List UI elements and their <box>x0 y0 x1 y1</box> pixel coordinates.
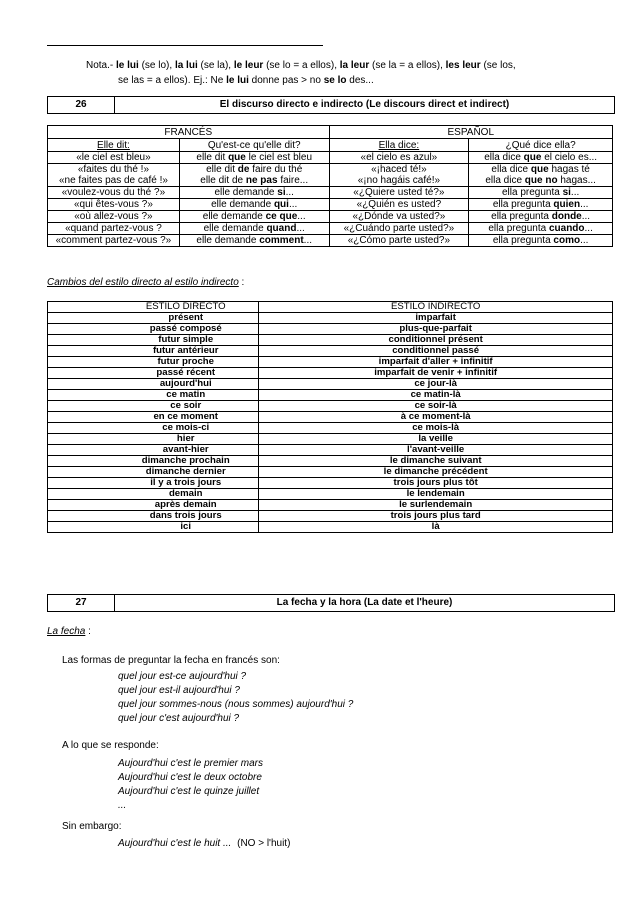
direct-cell: hier <box>113 434 259 445</box>
list-item: Aujourd'hui c'est le quinze juillet <box>118 786 260 797</box>
table-row <box>48 211 613 223</box>
blank-cell <box>48 401 114 412</box>
section-27-title: La fecha y la hora (La date et l'heure) <box>276 597 453 608</box>
table-cell: elle demande si... <box>179 187 329 199</box>
fecha-label: La fecha <box>47 626 86 637</box>
indirect-cell: l'avant-veille <box>259 445 613 456</box>
direct-cell: dimanche dernier <box>113 467 259 478</box>
table-row <box>48 500 613 511</box>
table-row <box>48 335 613 346</box>
list-item: quel jour c'est aujourd'hui ? <box>118 713 240 724</box>
direct-cell: après demain <box>113 500 259 511</box>
table-row <box>48 456 613 467</box>
subheader-2: Ella dice: <box>329 139 469 152</box>
direct-cell: ce soir <box>113 401 259 412</box>
indirect-cell: le dimanche suivant <box>259 456 613 467</box>
table-row <box>48 357 613 368</box>
table-cell: «¿Cuándo parte usted?» <box>329 223 469 235</box>
example-line <box>118 837 290 851</box>
table-row <box>48 152 613 164</box>
indirect-cell: la veille <box>259 434 613 445</box>
table-row <box>48 489 613 500</box>
indirect-cell: le lendemain <box>259 489 613 500</box>
list-item: quel jour sommes-nous (nous sommes) aujourd'hui ? <box>118 699 354 710</box>
subheader-1: Qu'est-ce qu'elle dit? <box>179 139 329 152</box>
discourse-table <box>47 125 613 247</box>
blank-cell <box>48 357 114 368</box>
blank-cell <box>48 511 114 522</box>
fecha-heading <box>47 625 91 639</box>
list-item: Aujourd'hui c'est le premier mars <box>118 758 263 769</box>
blank-cell <box>48 390 114 401</box>
table-row <box>48 199 613 211</box>
section-27-header <box>47 594 615 612</box>
table-row <box>48 401 613 412</box>
fecha-colon: : <box>88 626 91 637</box>
direct-cell: ce mois-ci <box>113 423 259 434</box>
blank-cell <box>48 423 114 434</box>
direct-cell: avant-hier <box>113 445 259 456</box>
direct-cell: futur proche <box>113 357 259 368</box>
table-cell: ella dice que el cielo es... <box>469 152 613 164</box>
table-cell: elle demande qui... <box>179 199 329 211</box>
section-27-number: 27 <box>48 595 115 611</box>
table-row <box>48 390 613 401</box>
table-row <box>48 324 613 335</box>
blank-cell <box>48 346 114 357</box>
question-list <box>118 670 353 726</box>
list-item: quel jour est-ce aujourd'hui ? <box>118 671 247 682</box>
direct-cell: ici <box>113 522 259 533</box>
indirect-cell: conditionnel présent <box>259 335 613 346</box>
indirect-cell: ce matin-là <box>259 390 613 401</box>
blank-cell <box>48 456 114 467</box>
table-cell: elle demande quand... <box>179 223 329 235</box>
table-cell: ella pregunta si... <box>469 187 613 199</box>
style-change-table <box>47 301 613 533</box>
table-cell: «voulez-vous du thé ?» <box>48 187 180 199</box>
table-row <box>48 434 613 445</box>
nota-paragraph <box>86 58 586 88</box>
table-cell: «où allez-vous ?» <box>48 211 180 223</box>
nota-line-2: se las = a ellos). Ej.: Ne le lui donne pas > no se lo des... <box>118 75 374 86</box>
table-cell: «¿Cómo parte usted?» <box>329 235 469 247</box>
nota-line-1: Nota.- le lui (se lo), la lui (se la), le leur (se lo = a ellos), la leur (se la = a ellos), les leur (se los, <box>86 60 516 71</box>
table-cell: «el cielo es azul» <box>329 152 469 164</box>
blank-cell <box>48 522 114 533</box>
table-cell: «faites du thé !» «ne faites pas de café !» <box>48 164 180 187</box>
table-row <box>48 412 613 423</box>
indirect-cell: conditionnel passé <box>259 346 613 357</box>
direct-cell: en ce moment <box>113 412 259 423</box>
indirect-cell: ce soir-là <box>259 401 613 412</box>
table-cell: «¡haced té!» «¡no hagáis café!» <box>329 164 469 187</box>
table-cell: «comment partez-vous ?» <box>48 235 180 247</box>
blank-cell <box>48 467 114 478</box>
answer-list <box>118 757 263 813</box>
table-row <box>48 313 613 324</box>
fecha-intro: Las formas de preguntar la fecha en francés son: <box>62 655 280 666</box>
indirect-cell: ce mois-là <box>259 423 613 434</box>
direct-cell: passé récent <box>113 368 259 379</box>
list-item: ... <box>118 800 127 811</box>
header-frances: FRANCÉS <box>48 126 330 139</box>
table-cell: ella pregunta quien... <box>469 199 613 211</box>
table-row <box>48 522 613 533</box>
indirect-cell: le surlendemain <box>259 500 613 511</box>
table-cell: elle demande comment... <box>179 235 329 247</box>
section-26-title: El discurso directo e indirecto (Le discours direct et indirect) <box>219 99 510 110</box>
blank-cell <box>48 324 114 335</box>
table-cell: «¿Quién es usted? <box>329 199 469 211</box>
header-espanol: ESPAÑOL <box>329 126 612 139</box>
blank-cell <box>48 335 114 346</box>
however-text: Sin embargo: <box>62 821 122 832</box>
header-indirect: ESTILO INDIRECTO <box>259 302 613 313</box>
table-row <box>48 423 613 434</box>
blank-cell <box>48 434 114 445</box>
table-row <box>48 223 613 235</box>
subheader-3: ¿Qué dice ella? <box>469 139 613 152</box>
blank-cell <box>48 500 114 511</box>
table-cell: ella dice que hagas té ella dice que no hagas... <box>469 164 613 187</box>
blank-cell <box>48 412 114 423</box>
table-cell: elle dit de faire du thé elle dit de ne pas faire... <box>179 164 329 187</box>
indirect-cell: trois jours plus tôt <box>259 478 613 489</box>
direct-cell: il y a trois jours <box>113 478 259 489</box>
indirect-cell: trois jours plus tard <box>259 511 613 522</box>
direct-cell: ce matin <box>113 390 259 401</box>
indirect-cell: imparfait <box>259 313 613 324</box>
table-cell: ella pregunta donde... <box>469 211 613 223</box>
header-direct: ESTILO DIRECTO <box>113 302 259 313</box>
table-cell: elle dit que le ciel est bleu <box>179 152 329 164</box>
cambios-colon: : <box>241 277 245 288</box>
direct-cell: aujourd'hui <box>113 379 259 390</box>
subheader-0: Elle dit: <box>48 139 180 152</box>
direct-cell: dimanche prochain <box>113 456 259 467</box>
table-cell: «quand partez-vous ? <box>48 223 180 235</box>
example-note: (NO > l'huit) <box>237 838 291 849</box>
table-row <box>48 379 613 390</box>
indirect-cell: le dimanche précédent <box>259 467 613 478</box>
example-text: Aujourd'hui c'est le huit ... <box>118 838 232 849</box>
blank-cell <box>48 445 114 456</box>
indirect-cell: imparfait d'aller + infinitif <box>259 357 613 368</box>
indirect-cell: plus-que-parfait <box>259 324 613 335</box>
table-row <box>48 235 613 247</box>
table-row <box>48 346 613 357</box>
table-cell: ella pregunta cuando... <box>469 223 613 235</box>
table-row <box>48 187 613 199</box>
table-row <box>48 368 613 379</box>
direct-cell: futur antérieur <box>113 346 259 357</box>
blank-cell <box>48 313 114 324</box>
blank-cell <box>48 302 114 313</box>
section-26-number: 26 <box>48 97 115 113</box>
top-rule <box>47 45 323 46</box>
indirect-cell: là <box>259 522 613 533</box>
table-row <box>48 511 613 522</box>
table-cell: elle demande ce que... <box>179 211 329 223</box>
reply-intro: A lo que se responde: <box>62 740 159 751</box>
direct-cell: demain <box>113 489 259 500</box>
cambios-heading <box>47 277 244 288</box>
blank-cell <box>48 489 114 500</box>
indirect-cell: ce jour-là <box>259 379 613 390</box>
indirect-cell: à ce moment-là <box>259 412 613 423</box>
table-cell: «¿Quiere usted té?» <box>329 187 469 199</box>
blank-cell <box>48 368 114 379</box>
blank-cell <box>48 478 114 489</box>
direct-cell: dans trois jours <box>113 511 259 522</box>
table-cell: «qui êtes-vous ?» <box>48 199 180 211</box>
table-row <box>48 467 613 478</box>
cambios-label: Cambios del estilo directo al estilo indirecto <box>47 277 239 288</box>
direct-cell: présent <box>113 313 259 324</box>
direct-cell: futur simple <box>113 335 259 346</box>
table-cell: «¿Dónde va usted?» <box>329 211 469 223</box>
table-cell: «le ciel est bleu» <box>48 152 180 164</box>
direct-cell: passé composé <box>113 324 259 335</box>
list-item: quel jour est-il aujourd'hui ? <box>118 685 240 696</box>
section-26-header <box>47 96 615 114</box>
blank-cell <box>48 379 114 390</box>
indirect-cell: imparfait de venir + infinitif <box>259 368 613 379</box>
table-row <box>48 445 613 456</box>
table-row <box>48 164 613 187</box>
table-row <box>48 478 613 489</box>
table-cell: ella pregunta como... <box>469 235 613 247</box>
list-item: Aujourd'hui c'est le deux octobre <box>118 772 262 783</box>
